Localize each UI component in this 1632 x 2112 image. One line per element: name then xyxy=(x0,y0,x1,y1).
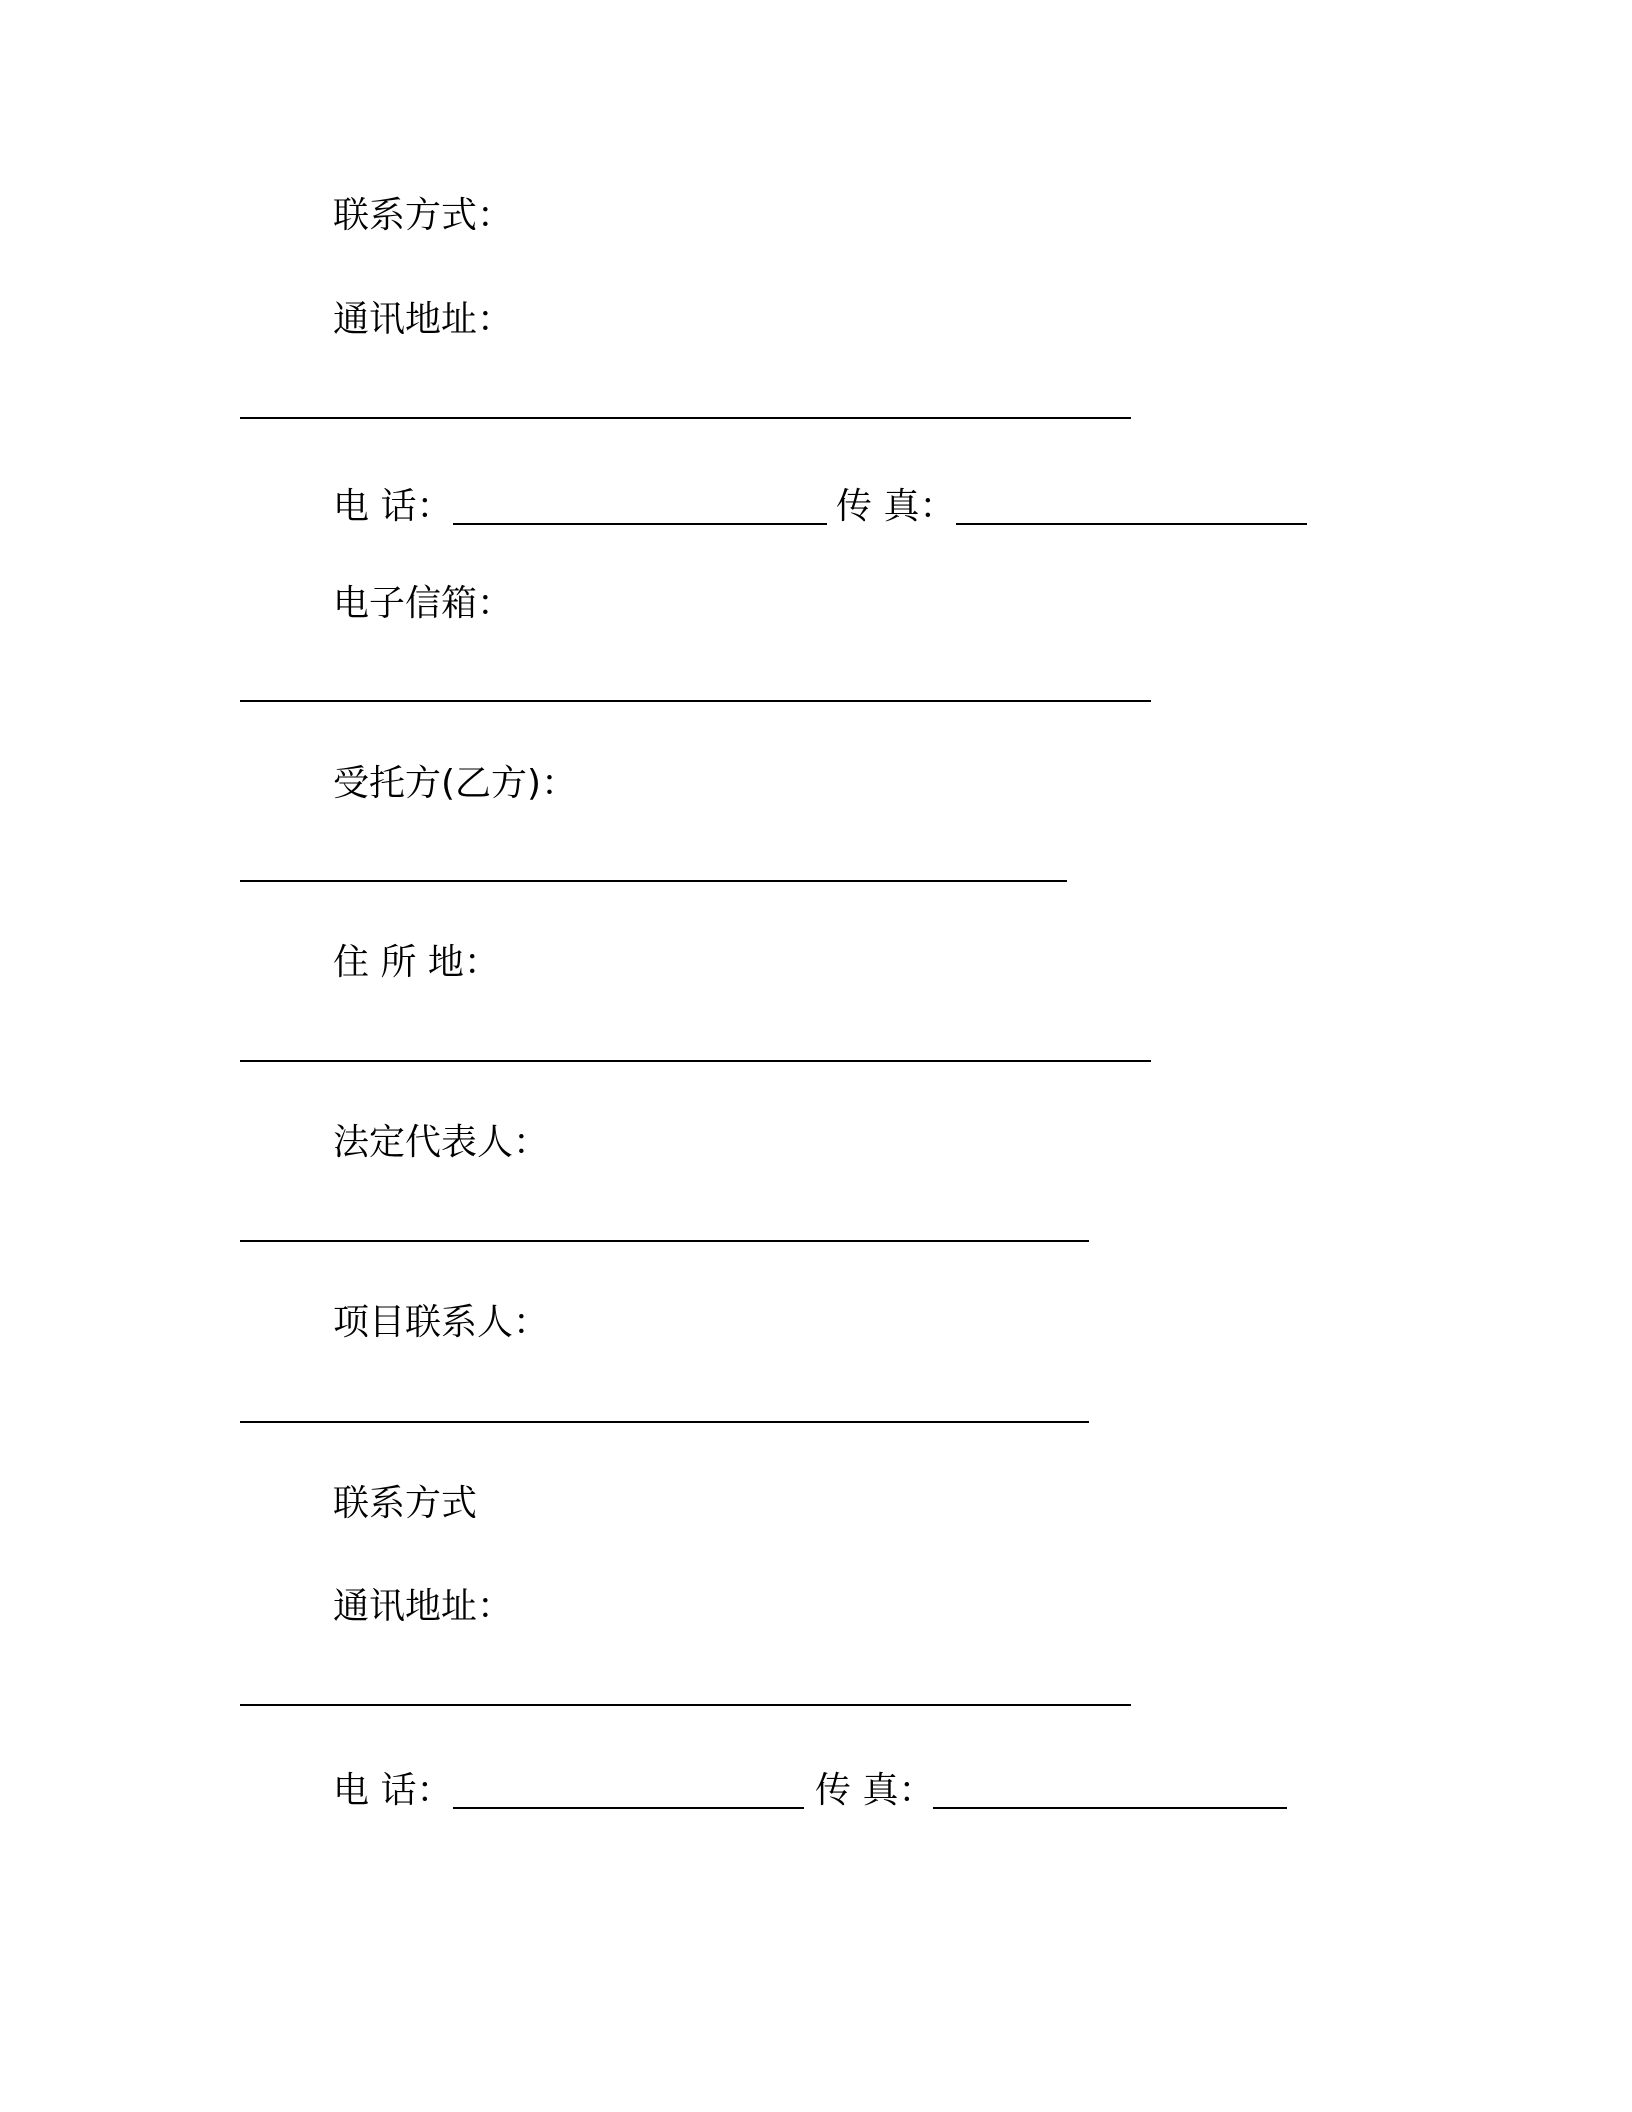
address-label-b: 通讯地址： xyxy=(333,1586,514,1627)
fax-label-b: 传 真： xyxy=(815,1770,935,1811)
address-fill-line xyxy=(240,417,1131,419)
legal-representative-fill-line xyxy=(240,1240,1089,1242)
contact-method-label-b: 联系方式 xyxy=(333,1483,478,1524)
phone-fill-line-b xyxy=(453,1807,804,1809)
project-contact-fill-line xyxy=(240,1421,1089,1423)
fax-label: 传 真： xyxy=(836,486,956,527)
trustee-fill-line xyxy=(240,880,1067,882)
address-fill-line-b xyxy=(240,1704,1131,1706)
phone-label-b: 电 话： xyxy=(333,1770,453,1811)
contact-method-label: 联系方式： xyxy=(333,195,514,236)
fax-fill-line-b xyxy=(933,1807,1287,1809)
domicile-label: 住 所 地： xyxy=(333,942,500,983)
email-fill-line xyxy=(240,700,1151,702)
legal-representative-label: 法定代表人： xyxy=(333,1122,550,1163)
domicile-fill-line xyxy=(240,1060,1151,1062)
address-label: 通讯地址： xyxy=(333,299,514,340)
phone-label: 电 话： xyxy=(333,486,453,527)
fax-fill-line xyxy=(956,523,1307,525)
phone-fill-line xyxy=(453,523,827,525)
project-contact-label: 项目联系人： xyxy=(333,1302,550,1343)
trustee-party-b-label: 受托方(乙方)： xyxy=(333,763,578,804)
email-label: 电子信箱： xyxy=(333,583,514,624)
